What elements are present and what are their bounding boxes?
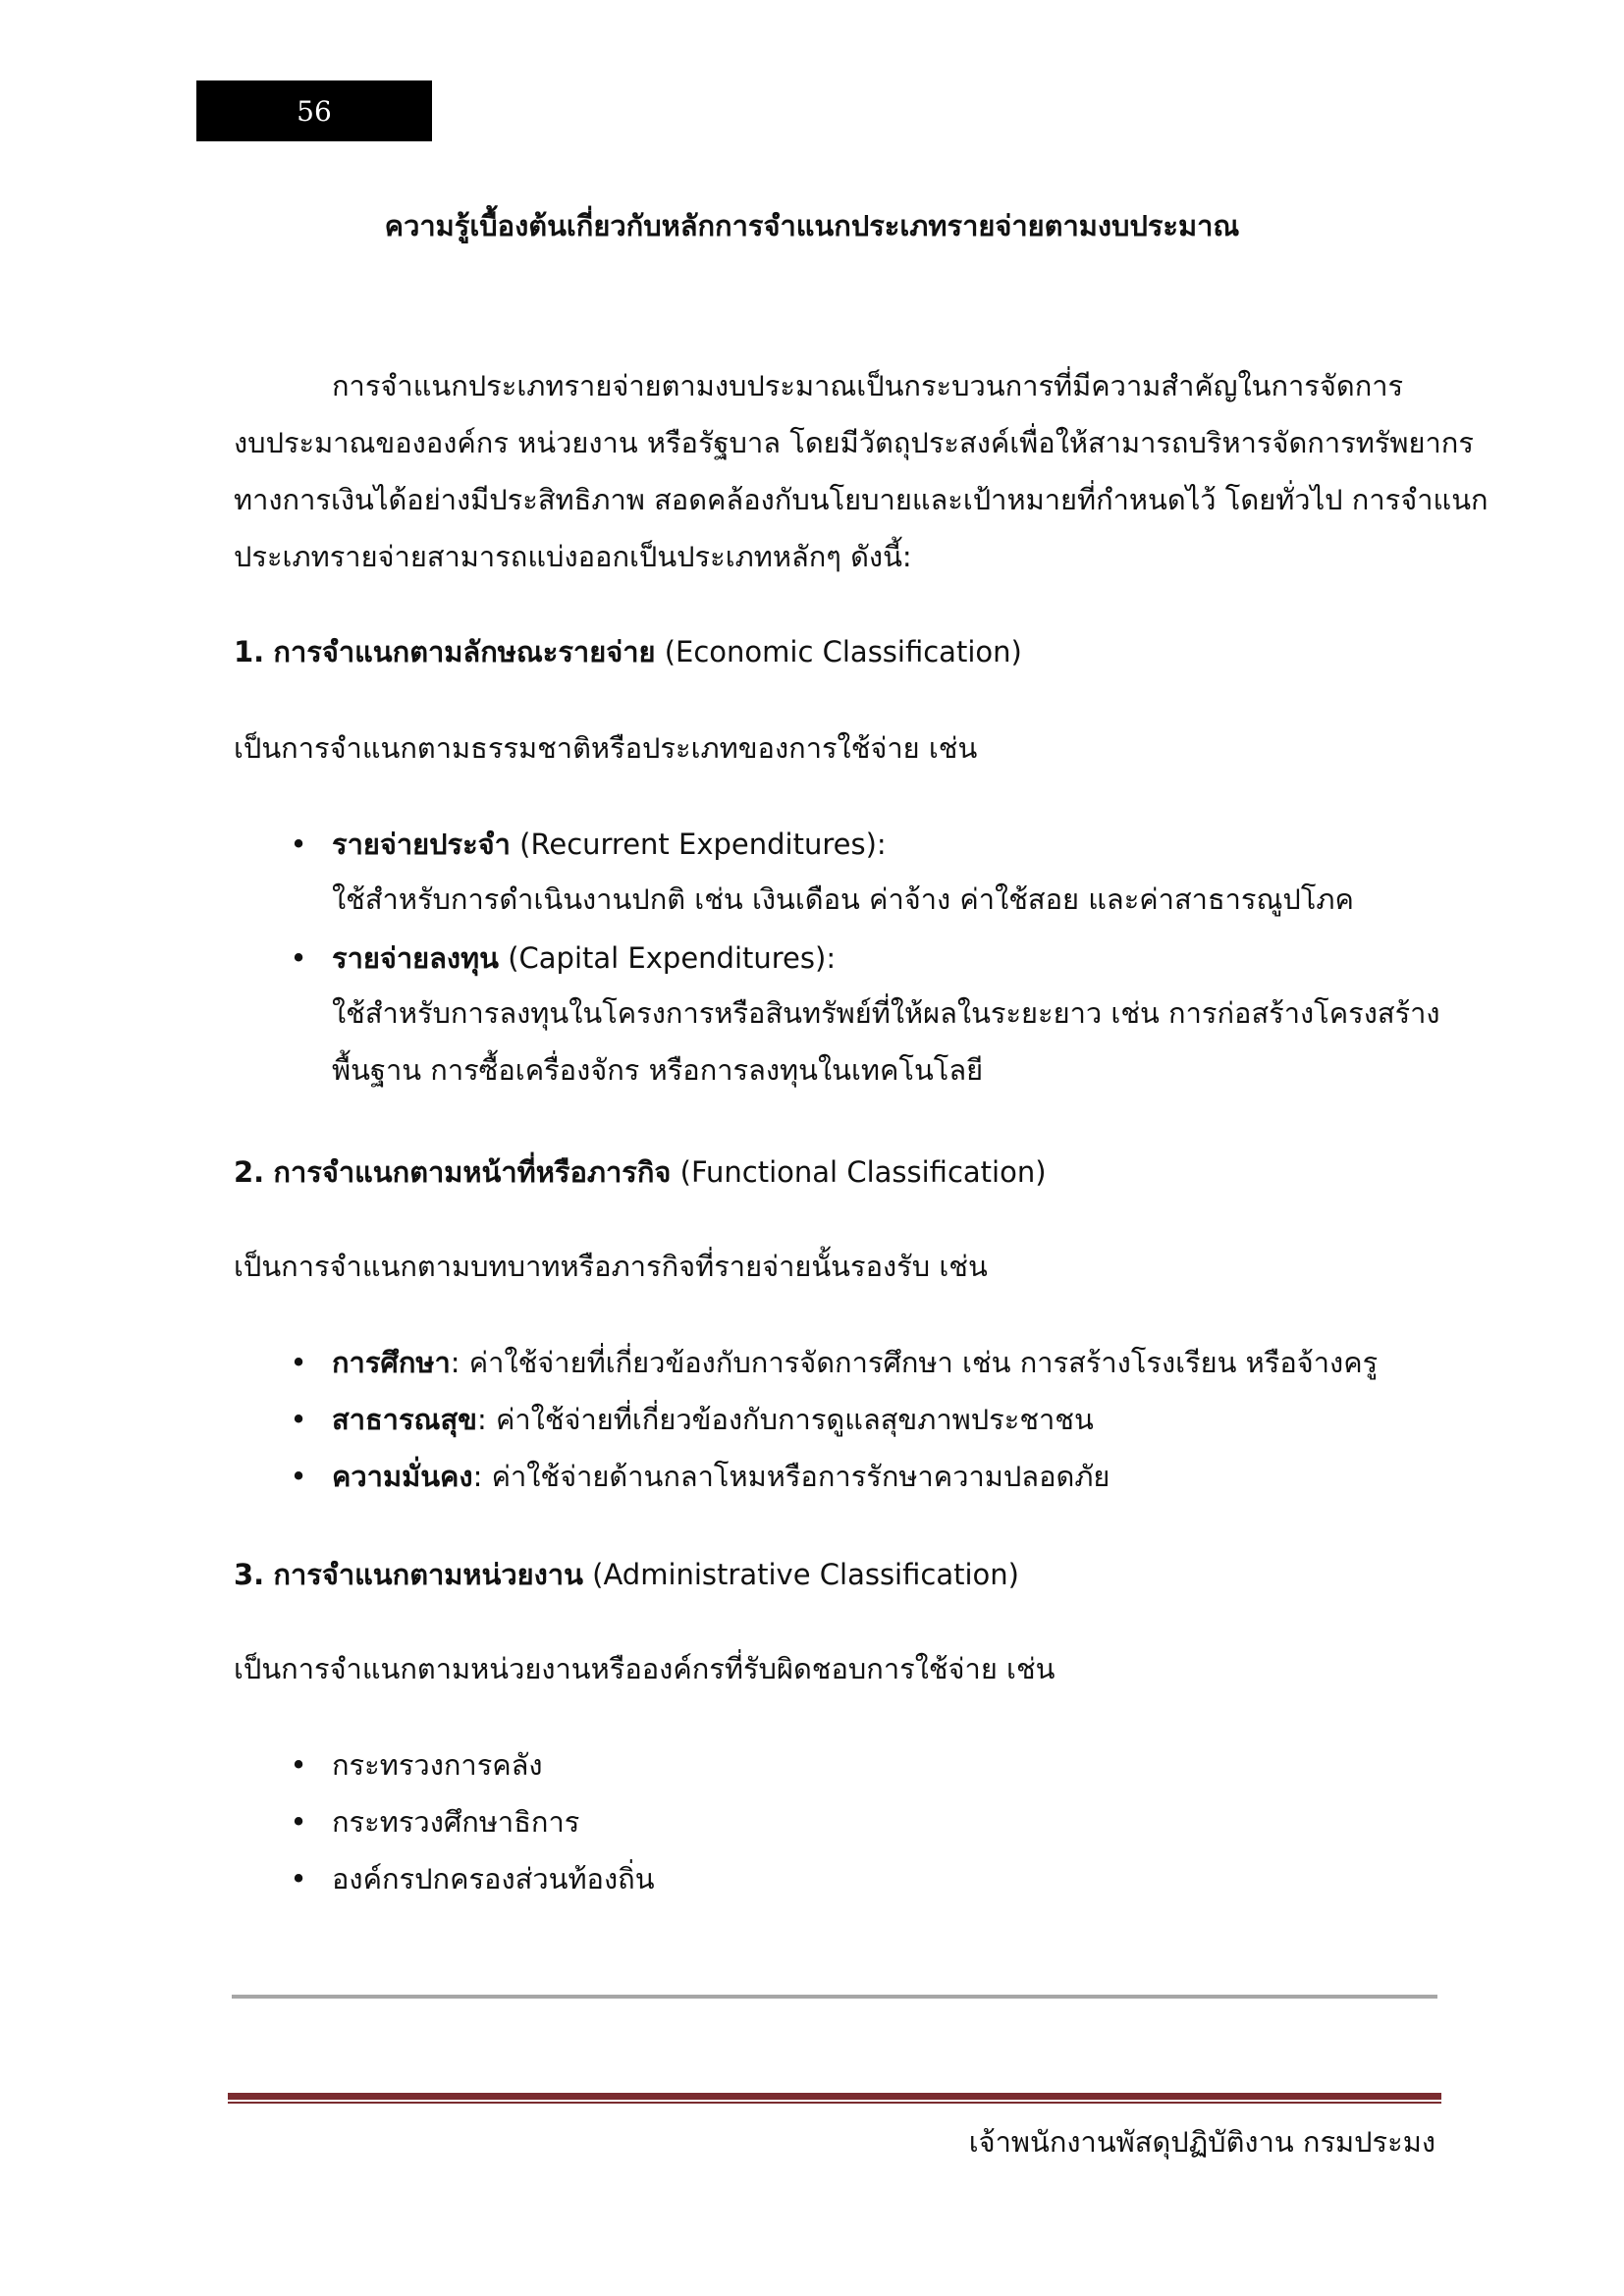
list-item: กระทรวงการคลัง: [332, 1748, 543, 1782]
document-title: ความรู้เบื้องต้นเกี่ยวกับหลักการจำแนกประเภทรายจ่ายตามงบประมาณ: [384, 209, 1240, 242]
divider-gray: [232, 1995, 1437, 1999]
section-3-intro: เป็นการจำแนกตามหน่วยงานหรือองค์กรที่รับผิดชอบการใช้จ่าย เช่น: [234, 1652, 1056, 1685]
list-item: รายจ่ายลงทุน (Capital Expenditures):: [332, 941, 837, 975]
list-item: ความมั่นคง: ค่าใช้จ่ายด้านกลาโหมหรือการรักษาความปลอดภัย: [332, 1460, 1110, 1493]
section-1-intro: เป็นการจำแนกตามธรรมชาติหรือประเภทของการใช้จ่าย เช่น: [234, 731, 978, 765]
bullet-icon: •: [290, 941, 307, 975]
bullet-icon: •: [290, 1346, 307, 1379]
section-1-heading: 1. การจำแนกตามลักษณะรายจ่าย (Economic Classification): [234, 635, 1022, 668]
footer-divider: [228, 2093, 1441, 2100]
list-item: รายจ่ายประจำ (Recurrent Expenditures):: [332, 828, 887, 861]
list-item-detail: พื้นฐาน การซื้อเครื่องจักร หรือการลงทุนในเทคโนโลยี: [332, 1053, 984, 1087]
bullet-icon: •: [290, 1748, 307, 1782]
intro-line-4: ประเภทรายจ่ายสามารถแบ่งออกเป็นประเภทหลักๆ ดังนี้:: [234, 540, 912, 573]
bullet-icon: •: [290, 1403, 307, 1436]
list-item-detail: ใช้สำหรับการดำเนินงานปกติ เช่น เงินเดือน ค่าจ้าง ค่าใช้สอย และค่าสาธารณูปโภค: [332, 882, 1354, 916]
footer-divider-thin: [228, 2102, 1441, 2104]
intro-line-3: ทางการเงินได้อย่างมีประสิทธิภาพ สอดคล้องกับนโยบายและเป้าหมายที่กำหนดไว้ โดยทั่วไป การจำแนก: [234, 483, 1489, 516]
section-3-heading: 3. การจำแนกตามหน่วยงาน (Administrative Classification): [234, 1558, 1019, 1591]
bullet-icon: •: [290, 828, 307, 861]
footer-text: เจ้าพนักงานพัสดุปฏิบัติงาน กรมประมง: [968, 2125, 1435, 2159]
page-number-box: [196, 80, 432, 141]
intro-line-2: งบประมาณขององค์กร หน่วยงาน หรือรัฐบาล โดยมีวัตถุประสงค์เพื่อให้สามารถบริหารจัดการทรัพยากร: [234, 426, 1474, 459]
section-2-heading: 2. การจำแนกตามหน้าที่หรือภารกิจ (Functional Classification): [234, 1155, 1047, 1189]
bullet-icon: •: [290, 1862, 307, 1896]
section-2-intro: เป็นการจำแนกตามบทบาทหรือภารกิจที่รายจ่ายนั้นรองรับ เช่น: [234, 1250, 988, 1283]
list-item-detail: ใช้สำหรับการลงทุนในโครงการหรือสินทรัพย์ที่ให้ผลในระยะยาว เช่น การก่อสร้างโครงสร้าง: [332, 996, 1440, 1030]
bullet-icon: •: [290, 1460, 307, 1493]
page-number: 56: [297, 94, 332, 128]
list-item: การศึกษา: ค่าใช้จ่ายที่เกี่ยวข้องกับการจัดการศึกษา เช่น การสร้างโรงเรียน หรือจ้างครู: [332, 1346, 1379, 1379]
intro-line-1: การจำแนกประเภทรายจ่ายตามงบประมาณเป็นกระบวนการที่มีความสำคัญในการจัดการ: [332, 369, 1404, 402]
bullet-icon: •: [290, 1805, 307, 1839]
list-item: องค์กรปกครองส่วนท้องถิ่น: [332, 1862, 655, 1896]
list-item: สาธารณสุข: ค่าใช้จ่ายที่เกี่ยวข้องกับการดูแลสุขภาพประชาชน: [332, 1403, 1094, 1436]
list-item: กระทรวงศึกษาธิการ: [332, 1805, 580, 1839]
